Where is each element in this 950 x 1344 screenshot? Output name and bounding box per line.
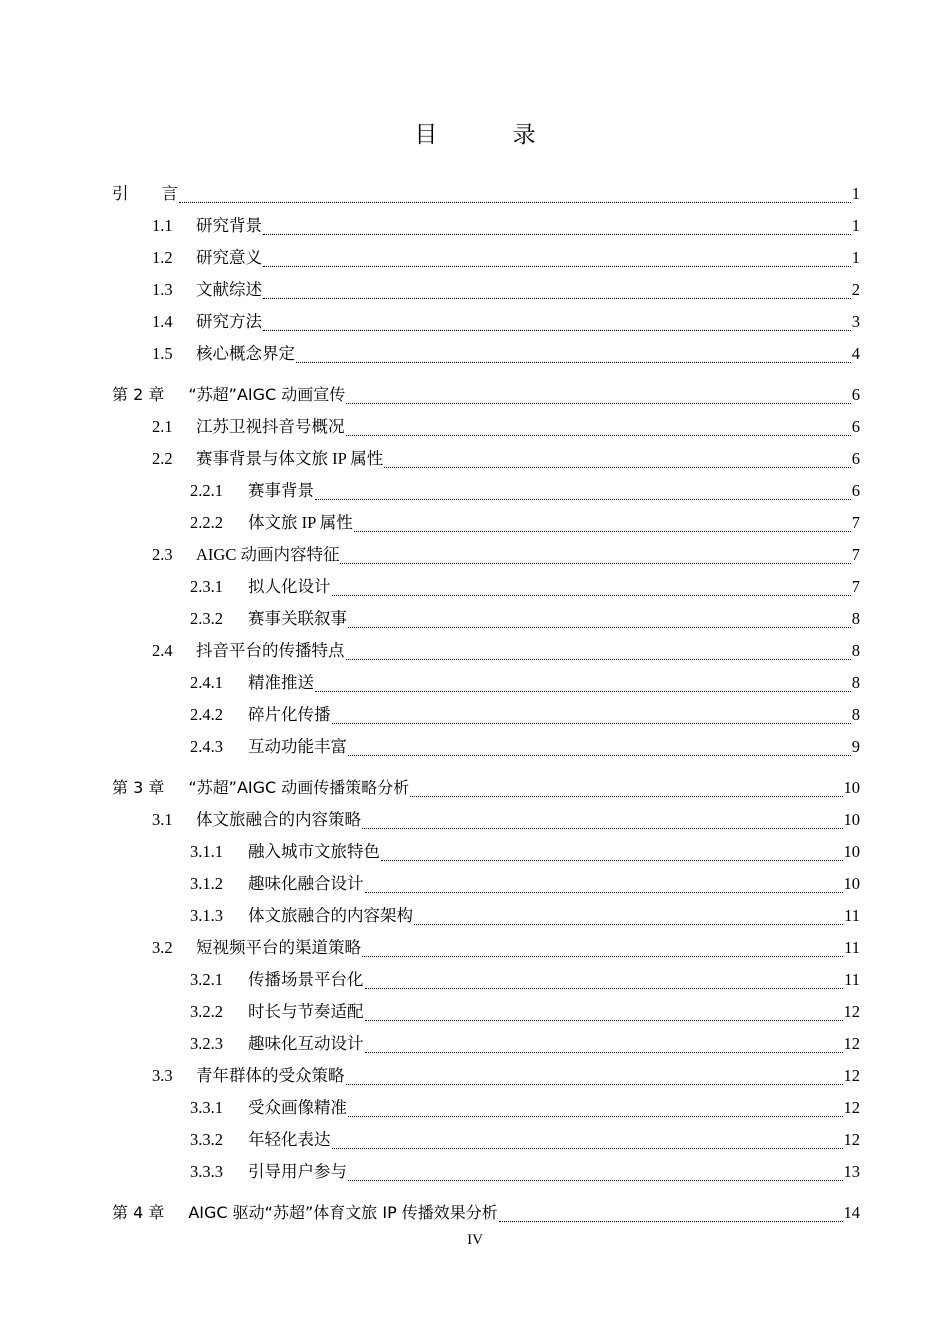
toc-entry-label: 青年群体的受众策略 bbox=[196, 1066, 345, 1085]
dot-leader bbox=[365, 988, 844, 989]
toc-entry-label: 研究方法 bbox=[196, 312, 262, 331]
toc-entry[interactable] bbox=[112, 411, 860, 443]
toc-entry-number: 3.3 bbox=[152, 1066, 173, 1085]
dot-leader bbox=[410, 796, 842, 797]
toc-entry[interactable] bbox=[112, 1060, 860, 1092]
dot-leader bbox=[348, 1116, 843, 1117]
toc-entry[interactable] bbox=[112, 635, 860, 667]
table-of-contents bbox=[112, 178, 860, 1229]
toc-entry-label: 研究背景 bbox=[196, 216, 262, 235]
dot-leader bbox=[346, 1084, 843, 1085]
toc-entry-number: 1.2 bbox=[152, 248, 173, 267]
toc-entry-number: 3.2 bbox=[152, 938, 173, 957]
toc-entry-number: 1.3 bbox=[152, 280, 173, 299]
toc-entry-page: 6 bbox=[851, 417, 860, 436]
toc-entry-page: 10 bbox=[843, 778, 860, 797]
toc-entry-label: 江苏卫视抖音号概况 bbox=[196, 417, 345, 436]
toc-entry-number: 2.3 bbox=[152, 545, 173, 564]
toc-entry-label: AIGC 驱动“苏超”体育文旅 IP 传播效果分析 bbox=[188, 1203, 498, 1222]
dot-leader bbox=[499, 1221, 843, 1222]
toc-entry[interactable] bbox=[112, 996, 860, 1028]
dot-leader bbox=[381, 860, 843, 861]
toc-entry-number: 2.3.2 bbox=[190, 609, 223, 628]
toc-entry-page: 11 bbox=[844, 906, 860, 925]
toc-entry-number: 2.1 bbox=[152, 417, 173, 436]
dot-leader bbox=[414, 924, 843, 925]
toc-entry-number: 2.4.1 bbox=[190, 673, 223, 692]
toc-entry-number: 3.2.3 bbox=[190, 1034, 223, 1053]
dot-leader bbox=[332, 1148, 843, 1149]
toc-entry-page: 7 bbox=[851, 577, 860, 596]
toc-entry[interactable] bbox=[112, 242, 860, 274]
toc-entry[interactable] bbox=[112, 932, 860, 964]
toc-entry-number: 3.1.3 bbox=[190, 906, 223, 925]
toc-entry-number: 3.1 bbox=[152, 810, 173, 829]
toc-entry-number: 2.3.1 bbox=[190, 577, 223, 596]
dot-leader bbox=[354, 531, 851, 532]
toc-entry[interactable] bbox=[112, 1156, 860, 1188]
toc-entry-label: 引 言 bbox=[112, 184, 178, 203]
toc-entry-page: 6 bbox=[851, 481, 860, 500]
toc-entry-number: 3.3.3 bbox=[190, 1162, 223, 1181]
toc-entry-label: 趣味化互动设计 bbox=[248, 1034, 364, 1053]
dot-leader bbox=[346, 403, 850, 404]
dot-leader bbox=[348, 1180, 843, 1181]
toc-title: 目 录 bbox=[414, 122, 570, 148]
toc-entry-number: 3.2.2 bbox=[190, 1002, 223, 1021]
dot-leader bbox=[365, 1020, 843, 1021]
toc-entry-label: AIGC 动画内容特征 bbox=[196, 545, 340, 564]
toc-entry-number: 3.3.2 bbox=[190, 1130, 223, 1149]
toc-entry-label: 体文旅融合的内容架构 bbox=[248, 906, 413, 925]
toc-entry-page: 13 bbox=[843, 1162, 860, 1181]
toc-entry-page: 4 bbox=[851, 344, 860, 363]
dot-leader bbox=[365, 892, 843, 893]
toc-entry-page: 11 bbox=[844, 970, 860, 989]
toc-entry-page: 6 bbox=[851, 449, 860, 468]
toc-entry-label: 赛事背景 bbox=[248, 481, 314, 500]
toc-entry-label: 受众画像精准 bbox=[248, 1098, 347, 1117]
dot-leader bbox=[296, 362, 851, 363]
toc-entry[interactable] bbox=[112, 1092, 860, 1124]
toc-entry-label: 文献综述 bbox=[196, 280, 262, 299]
dot-leader bbox=[263, 266, 851, 267]
toc-entry[interactable] bbox=[112, 731, 860, 763]
toc-entry-number: 3.1.1 bbox=[190, 842, 223, 861]
toc-entry-page: 1 bbox=[851, 248, 860, 267]
toc-entry-page: 10 bbox=[843, 874, 860, 893]
dot-leader bbox=[365, 1052, 843, 1053]
dot-leader bbox=[332, 723, 851, 724]
toc-entry-label: 体文旅 IP 属性 bbox=[248, 513, 353, 532]
toc-entry-page: 3 bbox=[851, 312, 860, 331]
toc-entry-label: 赛事背景与体文旅 IP 属性 bbox=[196, 449, 384, 468]
dot-leader bbox=[315, 499, 851, 500]
toc-entry-page: 2 bbox=[851, 280, 860, 299]
toc-entry-page: 9 bbox=[851, 737, 860, 756]
toc-entry-number: 1.5 bbox=[152, 344, 173, 363]
toc-entry[interactable] bbox=[112, 539, 860, 571]
toc-entry-page: 12 bbox=[843, 1130, 860, 1149]
toc-entry-label: 趣味化融合设计 bbox=[248, 874, 364, 893]
toc-entry-page: 10 bbox=[843, 810, 860, 829]
toc-entry[interactable] bbox=[112, 507, 860, 539]
toc-entry-label: 抖音平台的传播特点 bbox=[196, 641, 345, 660]
toc-entry-number: 2.4 bbox=[152, 641, 173, 660]
toc-entry-page: 7 bbox=[851, 545, 860, 564]
toc-entry-label: 互动功能丰富 bbox=[248, 737, 347, 756]
toc-entry-number: 2.2.1 bbox=[190, 481, 223, 500]
toc-entry-label: 研究意义 bbox=[196, 248, 262, 267]
toc-entry-label: 年轻化表达 bbox=[248, 1130, 331, 1149]
toc-entry-label: 融入城市文旅特色 bbox=[248, 842, 380, 861]
toc-entry-label: 短视频平台的渠道策略 bbox=[196, 938, 361, 957]
toc-entry-label: 核心概念界定 bbox=[196, 344, 295, 363]
toc-entry[interactable] bbox=[112, 699, 860, 731]
toc-entry-page: 8 bbox=[851, 673, 860, 692]
toc-entry-page: 1 bbox=[851, 184, 860, 203]
dot-leader bbox=[384, 467, 850, 468]
toc-entry-number: 2.4.3 bbox=[190, 737, 223, 756]
toc-entry-page: 8 bbox=[851, 705, 860, 724]
page-number: IV bbox=[467, 1232, 483, 1248]
toc-entry-number: 第 3 章 bbox=[112, 778, 165, 797]
toc-entry-label: 赛事关联叙事 bbox=[248, 609, 347, 628]
dot-leader bbox=[362, 828, 843, 829]
toc-entry-label: 拟人化设计 bbox=[248, 577, 331, 596]
dot-leader bbox=[346, 435, 851, 436]
toc-entry-number: 3.1.2 bbox=[190, 874, 223, 893]
toc-entry[interactable] bbox=[112, 900, 860, 932]
toc-entry-label: “苏超”AIGC 动画传播策略分析 bbox=[188, 778, 410, 797]
toc-entry-label: 引导用户参与 bbox=[248, 1162, 347, 1181]
toc-entry[interactable] bbox=[112, 338, 860, 370]
toc-entry-page: 7 bbox=[851, 513, 860, 532]
toc-entry[interactable] bbox=[112, 1124, 860, 1156]
toc-entry[interactable] bbox=[112, 306, 860, 338]
toc-entry[interactable] bbox=[112, 603, 860, 635]
toc-entry[interactable] bbox=[112, 868, 860, 900]
toc-entry-label: 体文旅融合的内容策略 bbox=[196, 810, 361, 829]
toc-chapter-entry[interactable] bbox=[112, 1197, 860, 1229]
toc-entry[interactable] bbox=[112, 475, 860, 507]
toc-entry-page: 8 bbox=[851, 609, 860, 628]
toc-entry[interactable] bbox=[112, 210, 860, 242]
dot-leader bbox=[179, 202, 851, 203]
toc-entry[interactable] bbox=[112, 836, 860, 868]
dot-leader bbox=[263, 298, 851, 299]
toc-entry-number: 2.4.2 bbox=[190, 705, 223, 724]
dot-leader bbox=[346, 659, 851, 660]
toc-entry-page: 10 bbox=[843, 842, 860, 861]
toc-entry[interactable] bbox=[112, 804, 860, 836]
toc-entry-page: 1 bbox=[851, 216, 860, 235]
toc-entry-number: 3.3.1 bbox=[190, 1098, 223, 1117]
toc-entry[interactable] bbox=[112, 274, 860, 306]
toc-entry-number: 1.1 bbox=[152, 216, 173, 235]
toc-entry-page: 12 bbox=[843, 1098, 860, 1117]
toc-entry-number: 2.2 bbox=[152, 449, 173, 468]
toc-entry[interactable] bbox=[112, 443, 860, 475]
dot-leader bbox=[315, 691, 851, 692]
toc-entry[interactable] bbox=[112, 571, 860, 603]
toc-entry-page: 12 bbox=[843, 1002, 860, 1021]
dot-leader bbox=[348, 627, 851, 628]
dot-leader bbox=[348, 755, 851, 756]
toc-entry-number: 第 2 章 bbox=[112, 385, 165, 404]
dot-leader bbox=[362, 956, 843, 957]
toc-entry-page: 12 bbox=[843, 1034, 860, 1053]
toc-entry[interactable] bbox=[112, 1028, 860, 1060]
dot-leader bbox=[263, 330, 851, 331]
toc-entry-page: 11 bbox=[844, 938, 860, 957]
dot-leader bbox=[332, 595, 851, 596]
toc-entry-page: 6 bbox=[851, 385, 860, 404]
toc-entry[interactable] bbox=[112, 178, 860, 210]
toc-entry-label: 碎片化传播 bbox=[248, 705, 331, 724]
toc-entry-label: “苏超”AIGC 动画宣传 bbox=[188, 385, 346, 404]
toc-entry-number: 第 4 章 bbox=[112, 1203, 165, 1222]
toc-entry-label: 精准推送 bbox=[248, 673, 314, 692]
toc-entry-page: 14 bbox=[843, 1203, 860, 1222]
toc-entry[interactable] bbox=[112, 964, 860, 996]
toc-entry[interactable] bbox=[112, 667, 860, 699]
toc-entry-number: 3.2.1 bbox=[190, 970, 223, 989]
toc-entry-page: 12 bbox=[843, 1066, 860, 1085]
toc-entry-number: 1.4 bbox=[152, 312, 173, 331]
toc-entry-label: 时长与节奏适配 bbox=[248, 1002, 364, 1021]
toc-chapter-entry[interactable] bbox=[112, 379, 860, 411]
toc-entry-label: 传播场景平台化 bbox=[248, 970, 364, 989]
toc-chapter-entry[interactable] bbox=[112, 772, 860, 804]
toc-entry-number: 2.2.2 bbox=[190, 513, 223, 532]
dot-leader bbox=[263, 234, 851, 235]
dot-leader bbox=[340, 563, 850, 564]
toc-entry-page: 8 bbox=[851, 641, 860, 660]
